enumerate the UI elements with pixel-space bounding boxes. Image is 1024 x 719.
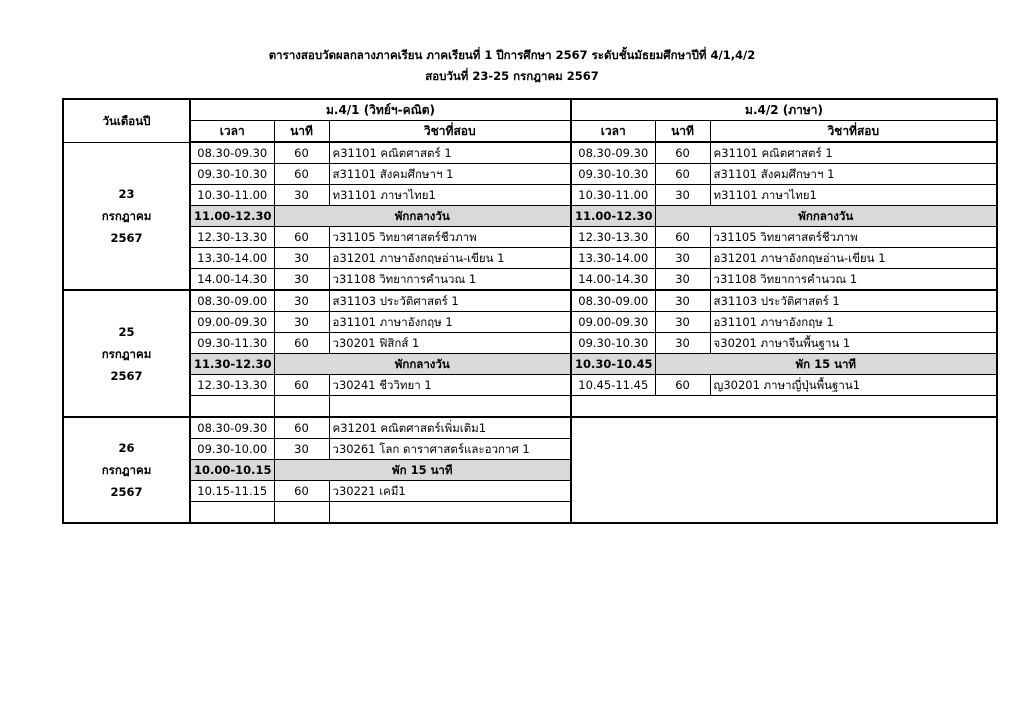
break-label: พักกลางวัน xyxy=(274,206,571,227)
time-header: เวลา xyxy=(190,121,274,143)
minutes-cell: 60 xyxy=(655,227,710,248)
time-cell: 10.30-11.00 xyxy=(571,185,655,206)
minutes-cell: 30 xyxy=(274,312,329,333)
subject-cell: อ31101 ภาษาอังกฤษ 1 xyxy=(329,312,571,333)
time-cell: 12.30-13.30 xyxy=(190,375,274,396)
subject-cell: ว30241 ชีววิทยา 1 xyxy=(329,375,571,396)
time-cell: 08.30-09.30 xyxy=(190,417,274,439)
break-row xyxy=(63,354,997,375)
break-row xyxy=(63,206,997,227)
minutes-cell: 60 xyxy=(274,417,329,439)
time-cell: 08.30-09.30 xyxy=(190,142,274,164)
subject-cell: ค31101 คณิตศาสตร์ 1 xyxy=(329,142,571,164)
subject-cell: ค31201 คณิตศาสตร์เพิ่มเติม1 xyxy=(329,417,571,439)
date-month: กรกฎาคม xyxy=(101,346,152,361)
subject-cell: ค31101 คณิตศาสตร์ 1 xyxy=(710,142,997,164)
minutes-header: นาที xyxy=(655,121,710,143)
subject-cell: ท31101 ภาษาไทย1 xyxy=(329,185,571,206)
time-cell: 09.30-10.30 xyxy=(190,164,274,185)
table-row xyxy=(63,290,997,312)
minutes-cell: 30 xyxy=(274,185,329,206)
minutes-cell: 30 xyxy=(655,290,710,312)
subject-cell: ส31103 ประวัติศาสตร์ 1 xyxy=(329,290,571,312)
date-cell xyxy=(63,142,190,290)
break-label: พัก 15 นาที xyxy=(274,460,571,481)
time-cell: 09.30-10.30 xyxy=(571,333,655,354)
time-cell: 09.00-09.30 xyxy=(190,312,274,333)
time-cell: 12.30-13.30 xyxy=(571,227,655,248)
document-title: ตารางสอบวัดผลกลางภาคเรียน ภาคเรียนที่ 1 ปีการศึกษา 2567 ระดับชั้นมัธยมศึกษาปีที่ 4/1,4/2 xyxy=(268,48,756,62)
minutes-cell: 30 xyxy=(655,269,710,291)
time-cell: 10.45-11.45 xyxy=(571,375,655,396)
subject-cell: ส31103 ประวัติศาสตร์ 1 xyxy=(710,290,997,312)
table-row xyxy=(63,312,997,333)
date-cell xyxy=(63,417,190,523)
time-cell: 14.00-14.30 xyxy=(190,269,274,291)
empty-row xyxy=(63,396,997,418)
subject-cell: ว31108 วิทยาการคำนวณ 1 xyxy=(329,269,571,291)
minutes-cell: 30 xyxy=(274,439,329,460)
minutes-cell: 30 xyxy=(655,185,710,206)
subject-header: วิชาที่สอบ xyxy=(710,121,997,143)
time-cell: 09.30-10.00 xyxy=(190,439,274,460)
header-row-1 xyxy=(63,99,997,121)
group-header-m42: ม.4/2 (ภาษา) xyxy=(571,99,997,121)
minutes-cell: 30 xyxy=(274,290,329,312)
minutes-cell: 60 xyxy=(274,142,329,164)
minutes-cell: 60 xyxy=(274,227,329,248)
table-row xyxy=(63,142,997,164)
empty-area xyxy=(571,417,997,523)
time-cell: 14.00-14.30 xyxy=(571,269,655,291)
date-day: 26 xyxy=(118,441,135,455)
minutes-cell: 30 xyxy=(655,248,710,269)
table-row xyxy=(63,333,997,354)
minutes-cell: 60 xyxy=(274,164,329,185)
subject-cell: ว31108 วิทยาการคำนวณ 1 xyxy=(710,269,997,291)
date-year: 2567 xyxy=(110,485,143,499)
empty-cell xyxy=(190,396,274,418)
empty-cell xyxy=(329,396,571,418)
time-cell: 10.15-11.15 xyxy=(190,481,274,502)
time-cell: 09.30-11.30 xyxy=(190,333,274,354)
subject-cell: ส31101 สังคมศึกษาฯ 1 xyxy=(329,164,571,185)
subject-cell: ส31101 สังคมศึกษาฯ 1 xyxy=(710,164,997,185)
subject-cell: อ31101 ภาษาอังกฤษ 1 xyxy=(710,312,997,333)
table-row xyxy=(63,248,997,269)
subject-cell: ท31101 ภาษาไทย1 xyxy=(710,185,997,206)
subject-cell: อ31201 ภาษาอังกฤษอ่าน-เขียน 1 xyxy=(329,248,571,269)
date-column-header: วันเดือนปี xyxy=(63,99,190,142)
break-time-cell: 10.00-10.15 xyxy=(190,460,274,481)
break-time-cell: 11.00-12.30 xyxy=(190,206,274,227)
empty-cell xyxy=(274,502,329,524)
date-day: 23 xyxy=(118,186,135,201)
time-cell: 08.30-09.00 xyxy=(190,290,274,312)
table-row xyxy=(63,227,997,248)
date-year: 2567 xyxy=(110,368,143,383)
exam-schedule-table xyxy=(62,98,998,524)
time-cell: 13.30-14.00 xyxy=(190,248,274,269)
empty-cell xyxy=(329,502,571,524)
group-header-m41: ม.4/1 (วิทย์ฯ-คณิต) xyxy=(190,99,571,121)
minutes-header: นาที xyxy=(274,121,329,143)
subject-cell: ญ30201 ภาษาญี่ปุ่นพื้นฐาน1 xyxy=(710,375,997,396)
date-cell xyxy=(63,290,190,417)
minutes-cell: 30 xyxy=(274,248,329,269)
break-label: พัก 15 นาที xyxy=(655,354,997,375)
time-cell: 13.30-14.00 xyxy=(571,248,655,269)
minutes-cell: 60 xyxy=(655,375,710,396)
minutes-cell: 30 xyxy=(655,312,710,333)
subject-cell: อ31201 ภาษาอังกฤษอ่าน-เขียน 1 xyxy=(710,248,997,269)
minutes-cell: 60 xyxy=(655,142,710,164)
empty-cell xyxy=(190,502,274,524)
break-time-cell: 11.00-12.30 xyxy=(571,206,655,227)
subject-cell: ว30201 ฟิสิกส์ 1 xyxy=(329,333,571,354)
minutes-cell: 30 xyxy=(655,333,710,354)
minutes-cell: 60 xyxy=(274,333,329,354)
minutes-cell: 60 xyxy=(274,481,329,502)
time-cell: 08.30-09.00 xyxy=(571,290,655,312)
table-row xyxy=(63,375,997,396)
break-label: พักกลางวัน xyxy=(655,206,997,227)
subject-cell: ว31105 วิทยาศาสตร์ชีวภาพ xyxy=(710,227,997,248)
date-day: 25 xyxy=(118,324,135,339)
exam-dates-subtitle: สอบวันที่ 23-25 กรกฎาคม 2567 xyxy=(425,69,599,83)
table-row xyxy=(63,164,997,185)
table-row xyxy=(63,417,997,439)
subject-cell: จ30201 ภาษาจีนพื้นฐาน 1 xyxy=(710,333,997,354)
subject-cell: ว30261 โลก ดาราศาสตร์และอวกาศ 1 xyxy=(329,439,571,460)
subject-cell: ว31105 วิทยาศาสตร์ชีวภาพ xyxy=(329,227,571,248)
date-month: กรกฎาคม xyxy=(101,208,152,223)
time-header: เวลา xyxy=(571,121,655,143)
empty-cell xyxy=(571,396,997,418)
table-row xyxy=(63,185,997,206)
subject-cell: ว30221 เคมี1 xyxy=(329,481,571,502)
time-cell: 09.30-10.30 xyxy=(571,164,655,185)
time-cell: 08.30-09.30 xyxy=(571,142,655,164)
minutes-cell: 60 xyxy=(274,375,329,396)
date-year: 2567 xyxy=(110,230,143,245)
time-cell: 12.30-13.30 xyxy=(190,227,274,248)
date-month: กรกฎาคม xyxy=(101,463,152,477)
minutes-cell: 60 xyxy=(655,164,710,185)
subject-header: วิชาที่สอบ xyxy=(329,121,571,143)
time-cell: 09.00-09.30 xyxy=(571,312,655,333)
break-label: พักกลางวัน xyxy=(274,354,571,375)
break-time-cell: 11.30-12.30 xyxy=(190,354,274,375)
header-row-2 xyxy=(63,121,997,143)
table-row xyxy=(63,269,997,291)
time-cell: 10.30-11.00 xyxy=(190,185,274,206)
break-time-cell: 10.30-10.45 xyxy=(571,354,655,375)
empty-cell xyxy=(274,396,329,418)
minutes-cell: 30 xyxy=(274,269,329,291)
